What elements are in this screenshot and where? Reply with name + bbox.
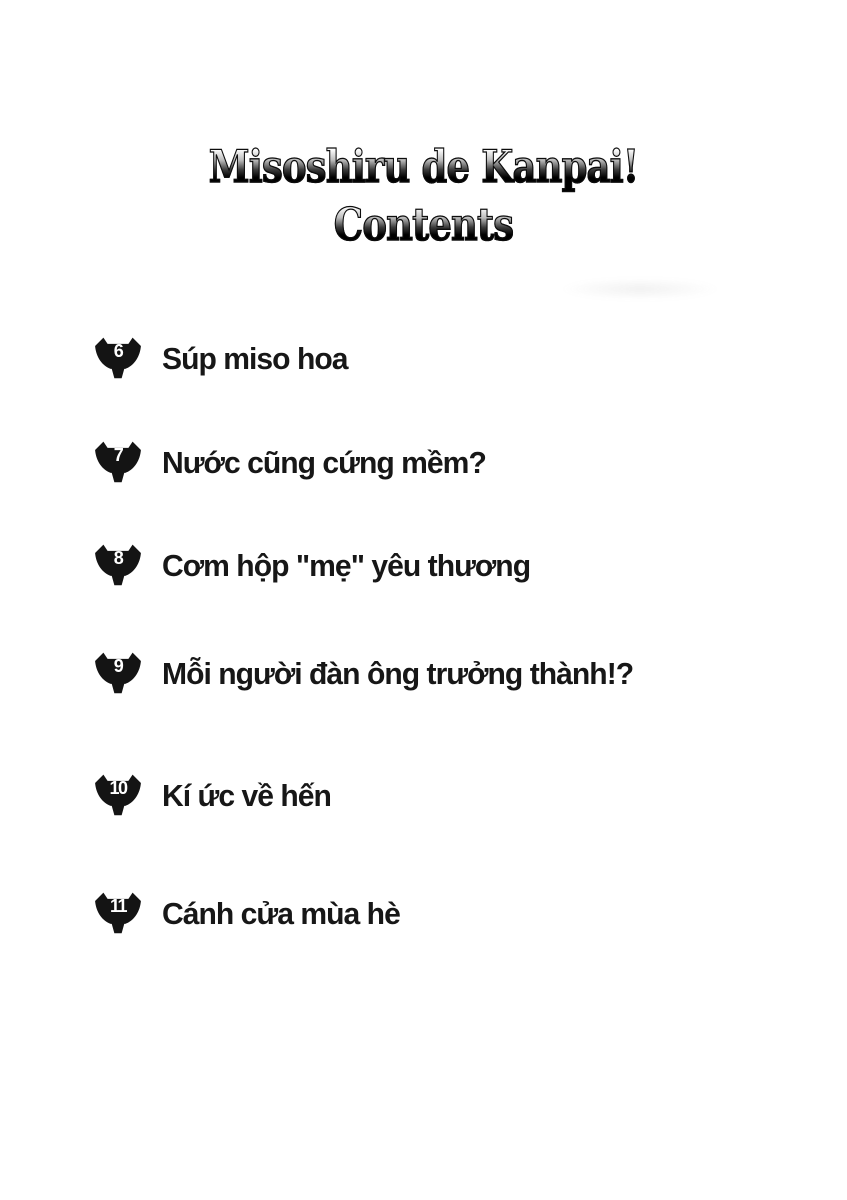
page-title: [0, 138, 847, 253]
chapter-number: 8: [113, 547, 123, 568]
chapter-number: 11: [109, 895, 127, 916]
chapter-number: 7: [113, 444, 123, 465]
chapter-title: Cơm hộp "mẹ" yêu thương: [162, 548, 531, 583]
chapter-title: Mỗi người đàn ông trưởng thành!?: [162, 656, 634, 691]
bowl-icon: [93, 773, 143, 818]
toc-entry: [93, 328, 353, 388]
chapter-number: 9: [113, 655, 123, 676]
chapter-title: Kí ức về hến: [162, 778, 331, 813]
bowl-icon: [93, 891, 143, 936]
series-title: Misoshiru de Kanpai!: [76, 138, 771, 196]
toc-entry: [93, 643, 648, 703]
chapter-title: Nước cũng cứng mềm?: [162, 445, 486, 480]
contents-heading: Contents: [76, 196, 771, 254]
chapter-title: Súp miso hoa: [162, 341, 348, 376]
scan-smudge: [560, 278, 720, 300]
bowl-icon: [93, 440, 143, 485]
chapter-number: 6: [113, 340, 123, 361]
chapter-number: 10: [109, 777, 127, 798]
toc-entry: [93, 883, 407, 943]
bowl-icon: [93, 543, 143, 588]
toc-entry: [93, 765, 336, 825]
bowl-icon: [93, 336, 143, 381]
toc-entry: [93, 432, 496, 492]
chapter-title: Cánh cửa mùa hè: [162, 896, 400, 931]
bowl-icon: [93, 651, 143, 696]
toc-entry: [93, 535, 542, 595]
